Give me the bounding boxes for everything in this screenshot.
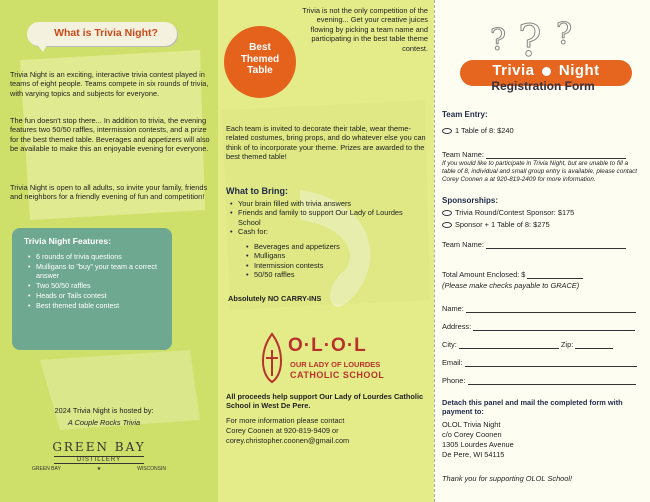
city-zip-row[interactable] [442, 340, 640, 349]
bring-title: What to Bring: [226, 186, 288, 196]
bring-item: • Your brain filled with trivia answers [230, 199, 426, 208]
address-row[interactable] [442, 322, 640, 331]
cash-item: • Beverages and appetizers [246, 242, 426, 251]
panel1-paragraph-3: Trivia Night is open to all adults, so invite your family, friends and neighbors for a friendly evening of fun and competition! [10, 183, 208, 202]
banner-word-right: Night [558, 62, 600, 79]
email-row[interactable] [442, 358, 640, 367]
name-label: Name: [442, 304, 464, 313]
star-icon: ★ [96, 466, 102, 472]
question-marks-graphic [490, 8, 600, 60]
cash-item: • 50/50 raffles [246, 270, 426, 279]
panel1-heading: What is Trivia Night? [54, 27, 158, 39]
features-title: Trivia Night Features: [24, 236, 111, 246]
cash-list [246, 242, 426, 280]
banner-word-left: Trivia [492, 62, 535, 79]
host-name: A Couple Rocks Trivia [67, 418, 141, 427]
total-field[interactable] [527, 271, 583, 279]
olol-logo-line2: CATHOLIC SCHOOL [290, 370, 385, 380]
email-label: Email: [442, 358, 463, 367]
svg-text:?: ? [518, 16, 542, 60]
contact-email: corey.christopher.coonen@gmail.com [226, 436, 350, 445]
team-name-row-2[interactable] [442, 240, 640, 249]
svg-text:?: ? [490, 23, 507, 58]
trivia-night-banner-text [460, 62, 632, 79]
feature-item: • Heads or Tails contest [28, 291, 168, 301]
bring-list [230, 199, 426, 237]
name-row[interactable] [442, 304, 640, 313]
team-name-row[interactable] [442, 150, 640, 159]
name-field[interactable] [466, 305, 636, 313]
address-label: Address: [442, 322, 472, 331]
phone-row[interactable] [442, 376, 640, 385]
individual-entry-note: If you would like to participate in Trivia Night, but are unable to fill a table of 8, individual and small group entry is available, please contact Corey Coonen a at 920-819-2409 for more information. [442, 160, 637, 184]
mail-line-4: De Pere, WI 54115 [442, 450, 505, 459]
sponsor-option-1[interactable] [442, 208, 574, 217]
panel2-body: Each team is invited to decorate their table, wear theme-related costumes, bring props, and do whatever else you can think of to incorporate your theme. Prizes are awarded to the best themed table! [226, 124, 426, 162]
logo-top-text: GREEN BAY [52, 440, 146, 454]
distillery-logo [24, 440, 174, 484]
checks-note: (Please make checks payable to GRACE) [442, 281, 580, 290]
bring-item: • Friends and family to support Our Lady of Lourdes School [230, 208, 426, 227]
contact-line-1: For more information please contact [226, 416, 345, 425]
logo-bottom-row [32, 466, 166, 472]
team-entry-label: Team Entry: [442, 110, 488, 119]
sponsor-radio-1[interactable] [442, 210, 452, 216]
olol-logo-mark [258, 330, 286, 386]
logo-left-text: GREEN BAY [32, 466, 61, 472]
banner-dot-icon [542, 67, 551, 76]
thank-you-text: Thank you for supporting OLOL School! [442, 474, 573, 483]
detach-instructions: Detach this panel and mail the completed form with payment to: [442, 398, 623, 417]
address-field[interactable] [473, 323, 635, 331]
zip-field[interactable] [575, 341, 613, 349]
svg-text:?: ? [556, 17, 573, 52]
best-table-circle-text [224, 42, 296, 77]
logo-mid-text: DISTILLERY [54, 456, 144, 464]
features-list [28, 252, 168, 310]
circle-line-3: Table [247, 65, 273, 76]
feature-item: • 6 rounds of trivia questions [28, 252, 168, 262]
team-entry-radio[interactable] [442, 128, 452, 134]
olol-logo-line1: OUR LADY OF LOURDES [290, 360, 381, 369]
total-row[interactable] [442, 270, 640, 279]
panel2-intro: Trivia is not the only competition of the evening... Get your creative juices flowing by picking a team name and participating in the best table theme contest. [302, 6, 428, 53]
circle-line-2: Themed [240, 53, 280, 65]
total-label: Total Amount Enclosed: $ [442, 270, 526, 279]
team-name-field[interactable] [486, 151, 626, 159]
logo-right-text: WISCONSIN [137, 466, 166, 472]
team-name-label-2: Team Name: [442, 240, 484, 249]
sponsorships-label: Sponsorships: [442, 196, 499, 205]
panel1-paragraph-1: Trivia Night is an exciting, interactive trivia contest played in teams of eight people. Teams compete in six rounds of trivia, with varying topics and subjects for everyone. [10, 70, 209, 98]
feature-item: • Mulligans to "buy" your team a correct answer [28, 262, 168, 281]
mail-line-3: 1305 Lourdes Avenue [442, 440, 514, 449]
zip-label: Zip: [560, 340, 574, 349]
sponsor-option-2-label: Sponsor + 1 Table of 8: $275 [455, 220, 550, 229]
hosted-by-line: 2024 Trivia Night is hosted by: [54, 406, 154, 415]
cash-item: • Intermission contests [246, 261, 426, 270]
cash-item: • Mulligans [246, 251, 426, 260]
circle-line-1: Best [249, 42, 271, 53]
no-carry-ins: Absolutely NO CARRY-INS [228, 294, 322, 303]
city-label: City: [442, 340, 457, 349]
sponsor-option-2[interactable] [442, 220, 550, 229]
feature-item: • Two 50/50 raffles [28, 281, 168, 291]
phone-field[interactable] [468, 377, 636, 385]
heading-bubble-tail [35, 42, 49, 52]
sponsor-radio-2[interactable] [442, 222, 452, 228]
team-name-field-2[interactable] [486, 241, 626, 249]
registration-title: Registration Form [491, 79, 595, 93]
team-name-label: Team Name: [442, 150, 484, 159]
olol-logo-letters: O·L·O·L [288, 335, 367, 356]
phone-label: Phone: [442, 376, 466, 385]
bring-item: • Cash for: [230, 227, 426, 236]
panel1-paragraph-2: The fun doesn't stop there... In addition to trivia, the evening features two 50/50 raffles, intermission contests, and a prize for the best themed table. Beverages and appetizers will also be available to make this an enjoyable evening for everyone. [10, 116, 210, 154]
team-entry-option[interactable] [442, 126, 514, 135]
proceeds-text: All proceeds help support Our Lady of Lourdes Catholic School in West De Pere. [226, 392, 424, 411]
contact-line-2: Corey Coonen at 920-819-9409 or [226, 426, 339, 435]
sponsor-option-1-label: Trivia Round/Contest Sponsor: $175 [455, 208, 575, 217]
email-field[interactable] [465, 359, 637, 367]
team-entry-option-label: 1 Table of 8: $240 [455, 126, 514, 135]
feature-item: • Best themed table contest [28, 301, 168, 311]
city-field[interactable] [459, 341, 559, 349]
mail-line-1: OLOL Trivia Night [442, 420, 501, 429]
mail-line-2: c/o Corey Coonen [442, 430, 502, 439]
